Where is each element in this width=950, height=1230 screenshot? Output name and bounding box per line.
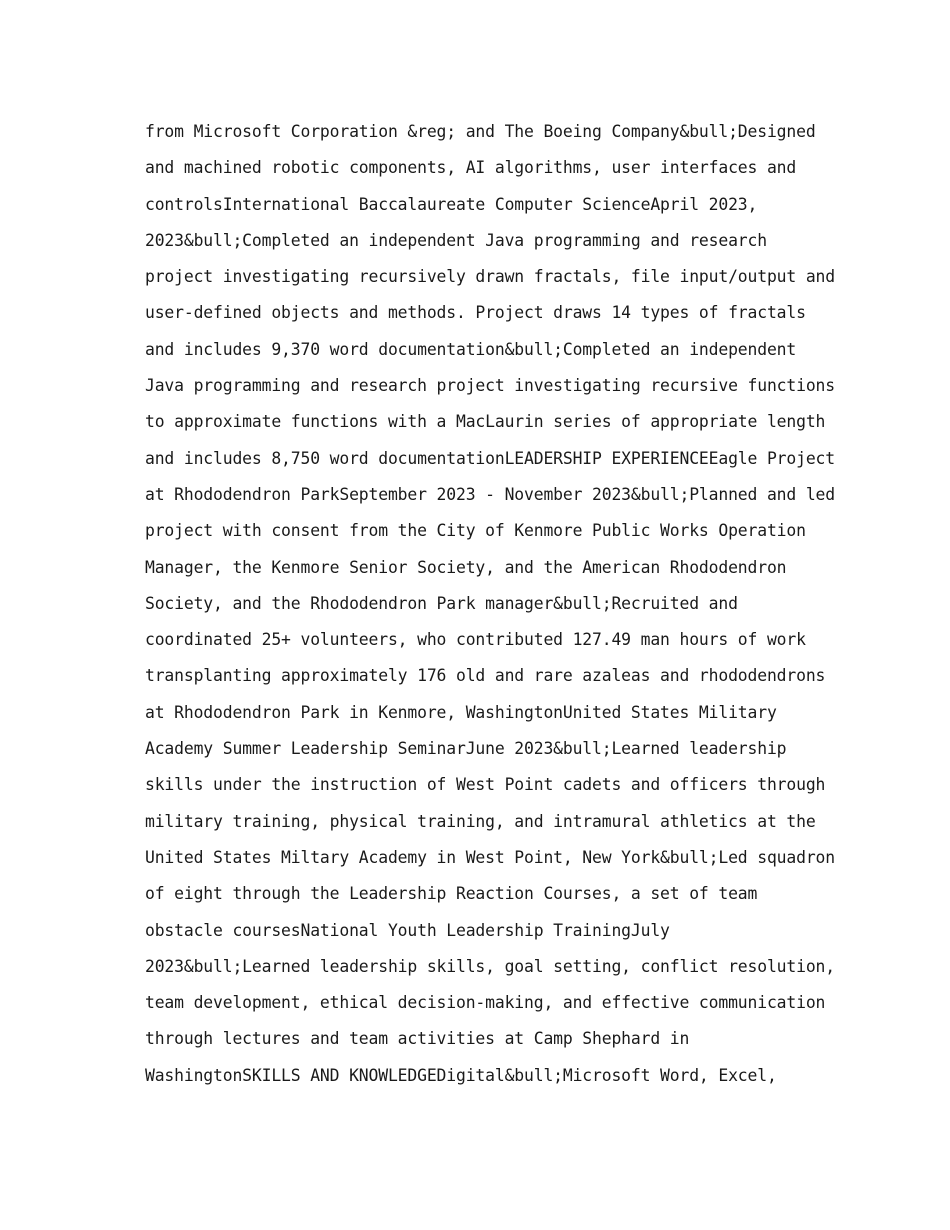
text-line: coordinated 25+ volunteers, who contributed 127.49 man hours of work [145,630,806,650]
text-line: Manager, the Kenmore Senior Society, and the American Rhododendron [145,557,787,577]
text-line: project investigating recursively drawn fractals, file input/output and [145,267,835,287]
text-line: military training, physical training, and intramural athletics at the [145,811,816,831]
resume-text-block [145,114,835,1094]
text-line: WashingtonSKILLS AND KNOWLEDGEDigital&bull;Microsoft Word, Excel, [145,1065,777,1085]
text-line: obstacle coursesNational Youth Leadership TrainingJuly [145,920,670,940]
text-line: United States Miltary Academy in West Point, New York&bull;Led squadron [145,847,835,867]
text-line: and machined robotic components, AI algorithms, user interfaces and [145,158,797,178]
text-line: team development, ethical decision-making, and effective communication [145,993,826,1013]
text-line: to approximate functions with a MacLaurin series of appropriate length [145,412,826,432]
text-line: at Rhododendron Park in Kenmore, WashingtonUnited States Military [145,702,777,722]
text-line: and includes 9,370 word documentation&bull;Completed an independent [145,339,797,359]
text-line: project with consent from the City of Kenmore Public Works Operation [145,521,806,541]
text-line: transplanting approximately 176 old and rare azaleas and rhododendrons [145,666,826,686]
text-line: controlsInternational Baccalaureate Computer ScienceApril 2023, [145,194,758,214]
text-line: Society, and the Rhododendron Park manager&bull;Recruited and [145,593,738,613]
text-line: Academy Summer Leadership SeminarJune 2023&bull;Learned leadership [145,739,787,759]
text-line: through lectures and team activities at Camp Shephard in [145,1029,690,1049]
text-line: Java programming and research project investigating recursive functions [145,376,835,396]
text-line: at Rhododendron ParkSeptember 2023 - November 2023&bull;Planned and led [145,484,835,504]
text-line: skills under the instruction of West Point cadets and officers through [145,775,826,795]
text-line: of eight through the Leadership Reaction Courses, a set of team [145,884,758,904]
text-line: and includes 8,750 word documentationLEADERSHIP EXPERIENCEEagle Project [145,448,835,468]
text-line: from Microsoft Corporation &reg; and The Boeing Company&bull;Designed [145,122,816,141]
text-line: 2023&bull;Completed an independent Java programming and research [145,230,767,250]
text-line: 2023&bull;Learned leadership skills, goal setting, conflict resolution, [145,956,835,976]
text-line: user-defined objects and methods. Project draws 14 types of fractals [145,303,806,323]
